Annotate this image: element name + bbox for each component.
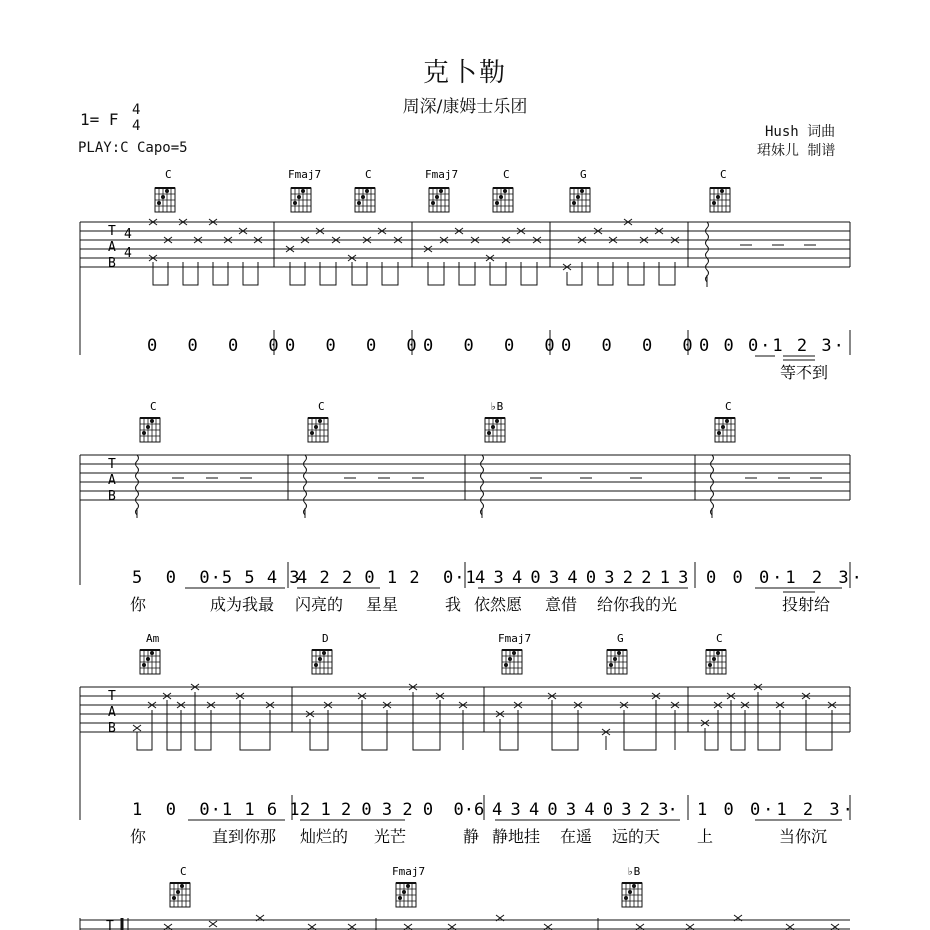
chord-name: Am [146,632,160,645]
chord-name: Fmaj7 [392,865,426,878]
chord-diagram [155,168,175,212]
chord-name: Fmaj7 [288,168,322,181]
chord-diagram [622,865,642,907]
chord-name: C [180,865,187,878]
chord-name: C [318,400,325,413]
numbered-notation [132,562,865,592]
lyric: 给你我的光 [597,595,678,614]
measure-numbers: 2 1 2 0 3 2 0 0·6 [300,800,485,820]
chord-diagram [312,632,332,674]
system-2 [80,400,865,614]
measure-numbers: 0 0 0·1 2 3· [706,568,865,588]
measure-numbers: 0 0 0 0 [285,336,427,356]
chord-name: ♭B [490,400,504,413]
chord-diagram [355,168,375,212]
chord-diagram [288,168,321,212]
lyric: 当你沉 [779,827,828,846]
tab-letter-a: A [108,705,116,720]
chord-name: C [503,168,510,181]
measure-numbers: 0 0 0 0 [423,336,565,356]
chord-name: C [716,632,723,645]
tab-letter-t: T [108,224,116,239]
lyric: 远的天 [612,827,661,846]
tab-notes [149,219,816,287]
tab-letter-t: T [108,457,116,472]
song-artist: 周深/康姆士乐团 [402,97,528,117]
lyric: 静 [463,827,480,846]
tab-letter-b: B [108,256,116,271]
lyric: 闪亮的 [295,595,344,614]
chord-diagram [170,865,190,907]
lyricist-credit: Hush 词曲 [765,124,836,140]
time-signature-bottom: 4 [132,118,141,134]
tab-letter-a: A [108,240,116,255]
lyrics-line [130,827,827,846]
chord-diagram [498,632,531,674]
song-title: 克卜勒 [422,58,507,88]
lyric: 星星 [366,595,399,614]
chord-diagram [706,632,726,674]
chord-diagram [140,400,160,442]
lyric: 灿烂的 [300,827,349,846]
chord-name: Fmaj7 [425,168,459,181]
chord-name: G [580,168,587,181]
system-3 [80,632,856,846]
chord-diagram [493,168,513,212]
measure-numbers: 4 3 4 0 3 4 0 3 2 3· [492,800,677,820]
measure-numbers: 0 0 0 0 [147,336,289,356]
lyric: 等不到 [780,363,829,382]
chord-diagram [570,168,590,212]
numbered-notation [147,330,850,382]
lyric: 我 [445,595,462,614]
tab-letter-t: T [106,919,114,930]
measure-numbers: 0 0 0 0 [561,336,703,356]
lyric: 投射给 [782,595,831,614]
chord-diagram [710,168,730,212]
measure-numbers: 1 0 0·1 2 3· [697,800,856,820]
chord-diagram [308,400,328,442]
chord-diagram [607,632,627,674]
transcriber-credit: 珺妹儿 制谱 [757,143,836,159]
tab-letter-b: B [108,721,116,736]
tab-letter-t: T [108,689,116,704]
lyric: 意借 [545,595,578,614]
lyric: 光芒 [374,827,407,846]
chord-diagram [715,400,735,442]
system-4 [80,865,850,930]
measure-numbers: 5 0 0·5 5 4 3 [132,568,301,588]
chord-name: D [322,632,329,645]
chord-name: C [365,168,372,181]
system-1 [80,168,850,382]
lyric: 你 [130,595,147,614]
measure-numbers: 1 0 0·1 1 6 1 [132,800,301,820]
lyric: 直到你那 [212,827,277,846]
chord-name: C [165,168,172,181]
chord-name: ♭B [627,865,641,878]
lyric: 成为我最 [210,595,275,614]
lyric: 静地挂 [492,827,541,846]
chord-diagram [140,632,160,674]
lyric: 依然愿 [474,595,523,614]
tab-letter-b: B [108,489,116,504]
chord-name: G [617,632,624,645]
measure-numbers: 4 3 4 0 3 4 0 3 2 2 1 3 [475,568,688,588]
lyric: 上 [697,827,714,846]
chord-name: C [150,400,157,413]
key-signature: 1= F [80,110,119,129]
lyric: 在遥 [560,827,593,846]
chord-diagram [485,400,505,442]
lyrics-line [130,595,830,614]
chord-diagram [392,865,425,907]
chord-name: C [720,168,727,181]
time-signature-top: 4 [132,102,141,118]
measure-numbers: 4 2 2 0 1 2 0·1 [297,568,477,588]
lyric: 你 [130,827,147,846]
time-signature-bottom: 4 [124,246,132,261]
chord-name: Fmaj7 [498,632,532,645]
play-capo-info: PLAY:C Capo=5 [78,140,188,156]
chord-diagram [425,168,458,212]
time-signature-top: 4 [124,227,132,242]
measure-numbers: 0 0 0·1 2 3· [699,336,846,356]
chord-name: C [725,400,732,413]
tab-letter-a: A [108,473,116,488]
numbered-notation [132,795,856,820]
